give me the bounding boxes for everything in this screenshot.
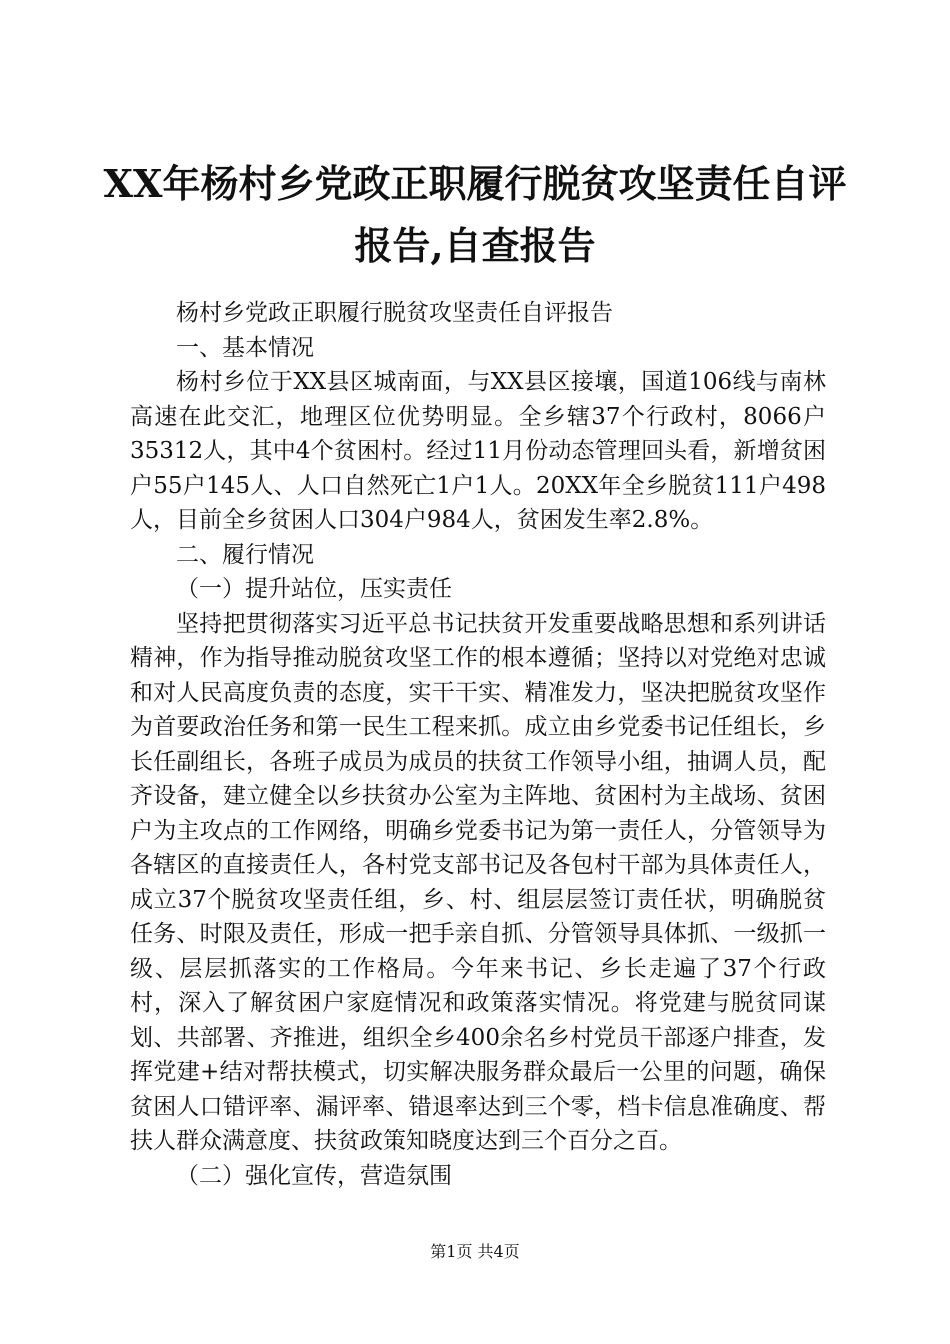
subsection-heading-1: （一）提升站位，压实责任 bbox=[176, 576, 452, 602]
document-body bbox=[130, 296, 826, 1193]
document-title-line-1: XX年杨村乡党政正职履行脱贫攻坚责任自评 bbox=[103, 161, 847, 206]
report-subtitle: 杨村乡党政正职履行脱贫攻坚责任自评报告 bbox=[176, 300, 613, 326]
paragraph-responsibility: 坚持把贯彻落实习近平总书记扶贫开发重要战略思想和系列讲话精神，作为指导推动脱贫攻坚工作的根本遵循；坚持以对党绝对忠诚和对人民高度负责的态度，实干干实、精准发力，坚决把脱贫攻坚作为首要政治任务和第一民生工程来抓。成立由乡党委书记任组长，乡长任副组长，各班子成员为成员的扶贫工作领导小组，抽调人员，配齐设备，建立健全以乡扶贫办公室为主阵地、贫困村为主战场、贫困户为主攻点的工作网络，明确乡党委书记为第一责任人，分管领导为各辖区的直接责任人，各村党支部书记及各包村干部为具体责任人，成立37个脱贫攻坚责任组，乡、村、组层层签订责任状，明确脱贫任务、时限及责任，形成一把手亲自抓、分管领导具体抓、一级抓一级、层层抓落实的工作格局。今年来书记、乡长走遍了37个行政村，深入了解贫困户家庭情况和政策落实情况。将党建与脱贫同谋划、共部署、齐推进，组织全乡400余名乡村党员干部逐户排查，发挥党建+结对帮扶模式，切实解决服务群众最后一公里的问题，确保贫困人口错评率、漏评率、错退率达到三个零，档卡信息准确度、帮扶人群众满意度、扶贫政策知晓度达到三个百分之百。 bbox=[130, 610, 826, 1154]
section-heading-basic-situation: 一、基本情况 bbox=[176, 334, 314, 361]
paragraph-basic-situation: 杨村乡位于XX县区城南面，与XX县区接壤，国道106线与南林高速在此交汇，地理区位优势明显。全乡辖37个行政村，8066户35312人，其中4个贫困村。经过11月份动态管理回头看，新增贫困户55户145人、人口自然死亡1户1人。20XX年全乡脱贫111户498人，目前全乡贫困人口304户984人，贫困发生率2.8%。 bbox=[130, 369, 826, 533]
section-heading-performance: 二、履行情况 bbox=[176, 541, 314, 568]
subsection-heading-2: （二）强化宣传，营造氛围 bbox=[176, 1162, 452, 1189]
document-title-line-2: 报告,自查报告 bbox=[354, 223, 596, 268]
page-number-footer: 第1页 共4页 bbox=[430, 1242, 520, 1261]
